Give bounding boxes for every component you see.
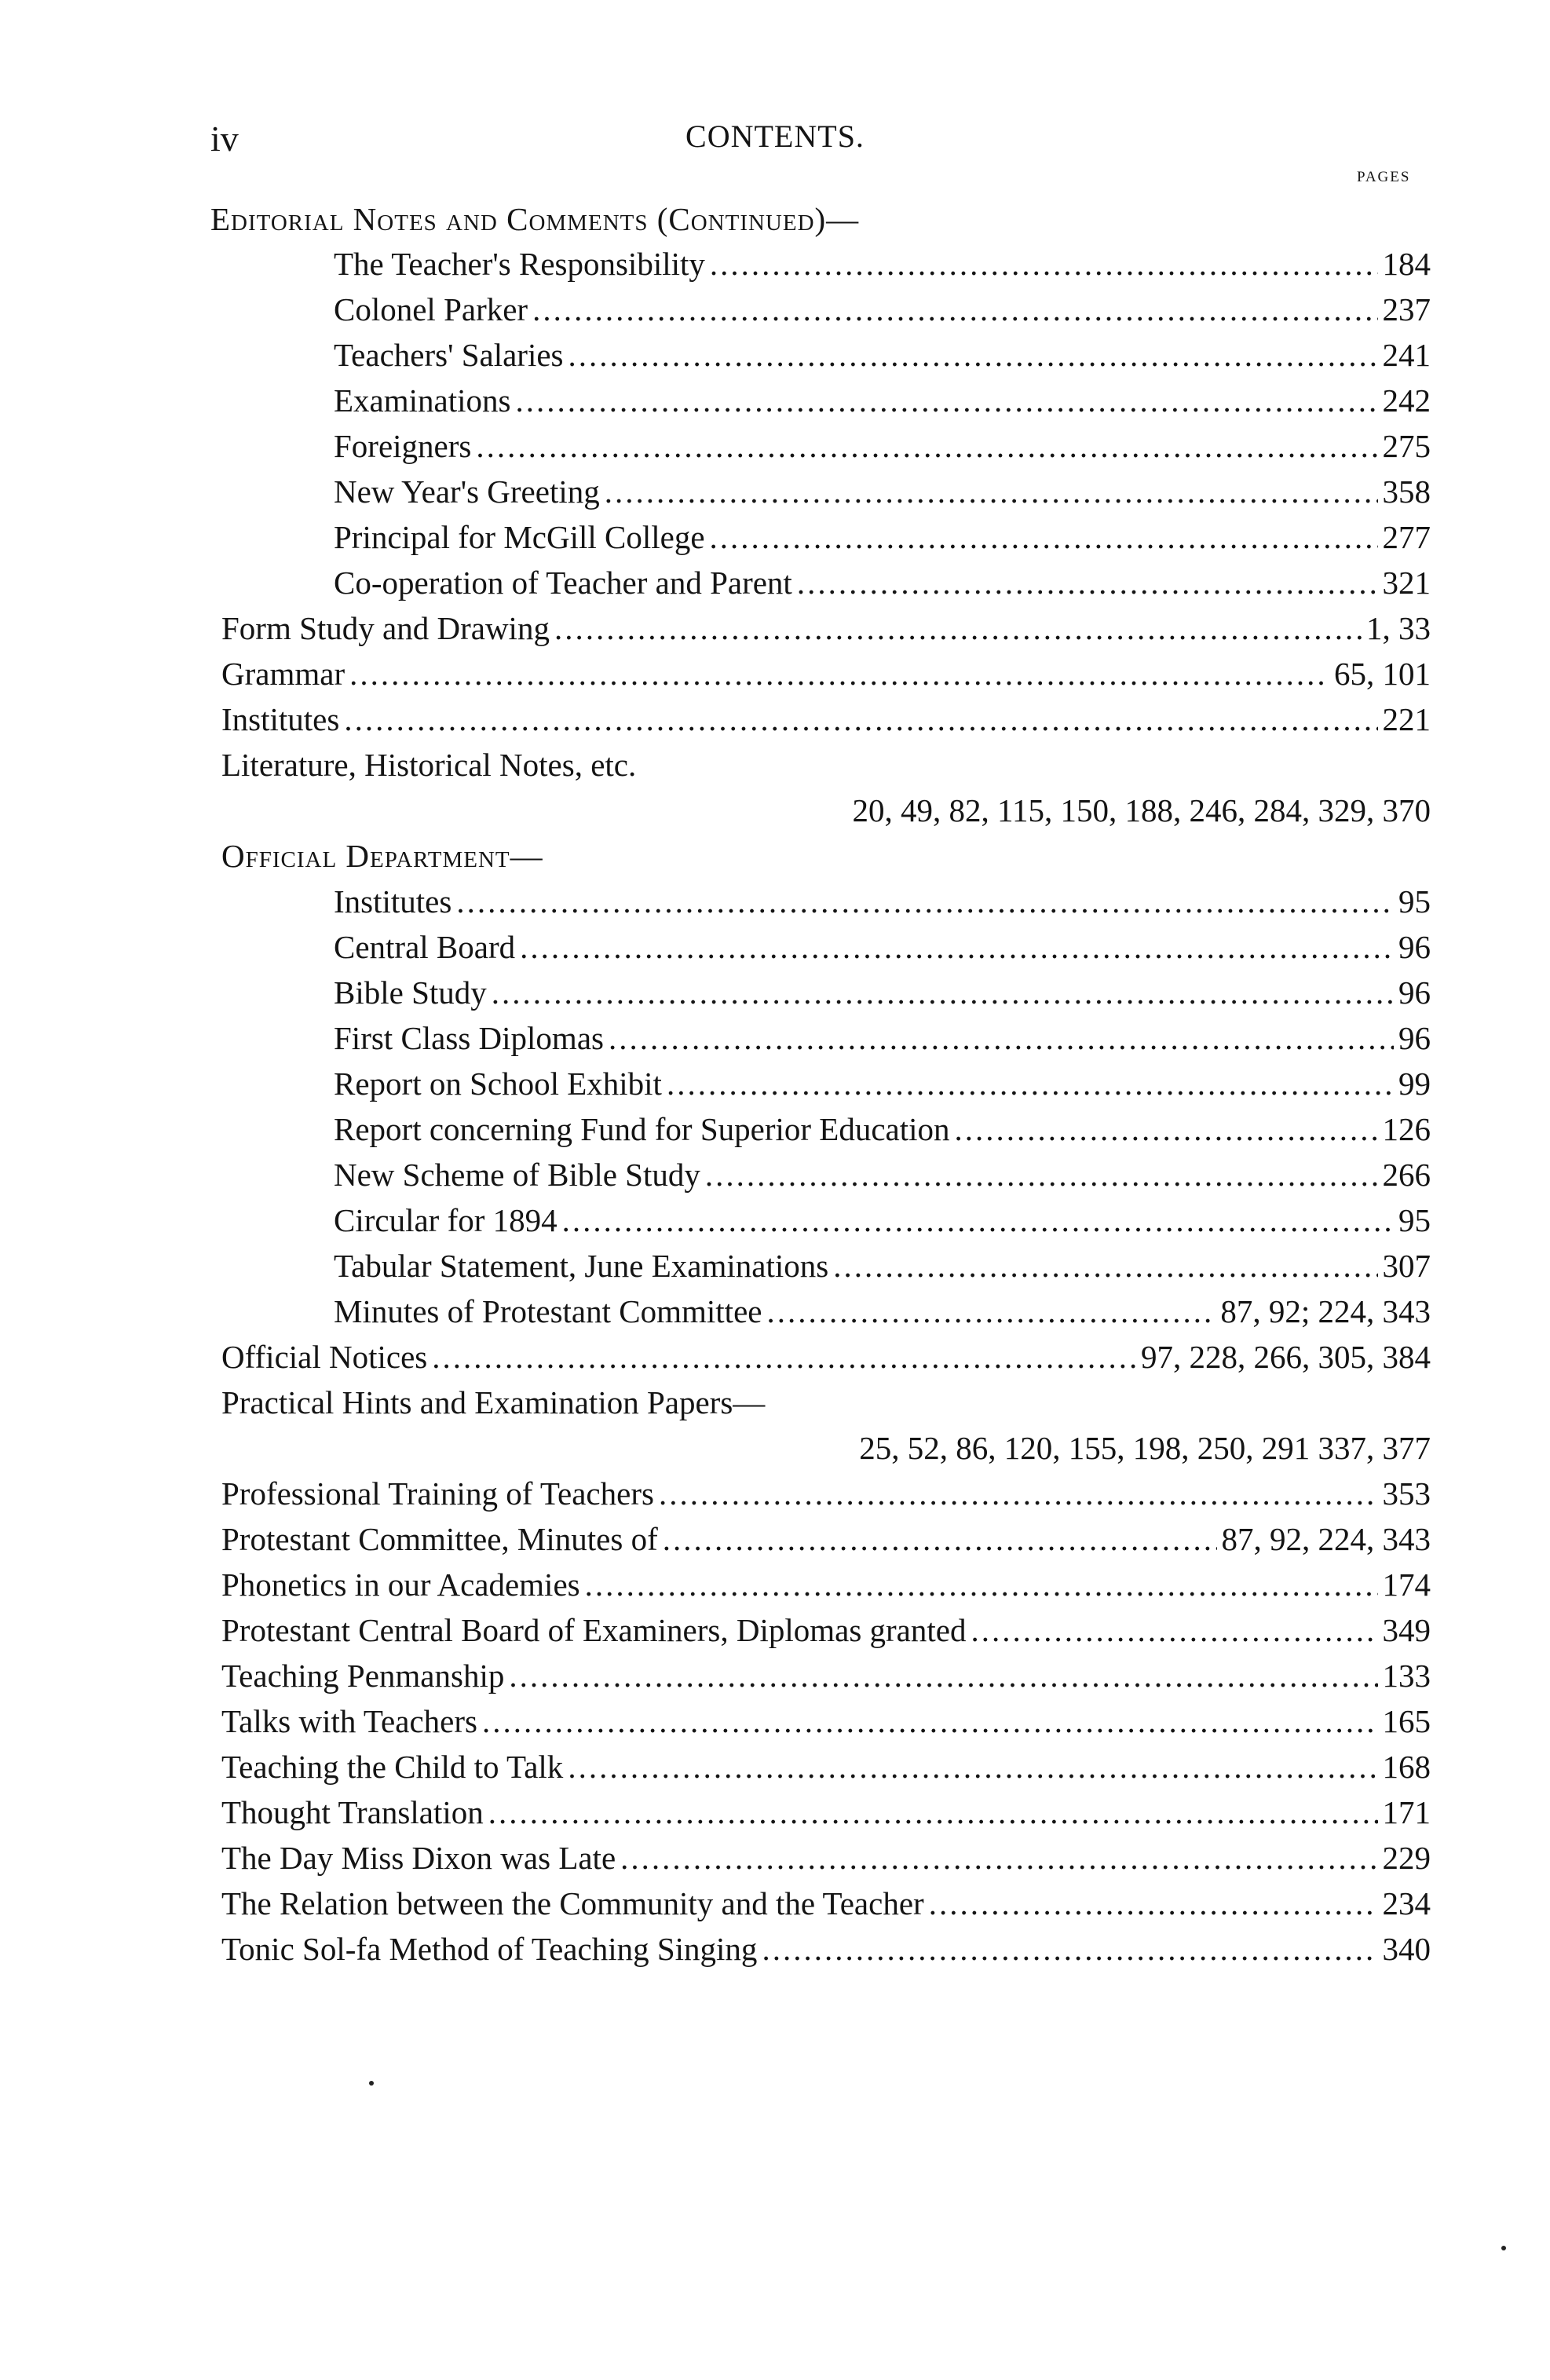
toc-entry [334,1247,1431,1291]
leader-dots [585,1566,1378,1603]
toc-entry-literature-title: Literature, Historical Notes, etc. [221,747,637,783]
leader-dots [482,1702,1378,1740]
leader-dots [554,609,1362,647]
toc-entry [334,291,1431,335]
entry-pages: 221 [1382,701,1431,737]
entry-pages: 275 [1382,428,1431,464]
entry-pages: 340 [1382,1931,1431,1967]
entry-title: New Scheme of Bible Study [334,1157,700,1193]
entry-title: Principal for McGill College [334,519,705,555]
toc-entry [221,1793,1431,1837]
leader-dots [562,1201,1394,1239]
entry-pages: 168 [1382,1749,1431,1785]
stray-ink-mark [369,2081,374,2086]
entry-pages: 171 [1382,1794,1431,1830]
entry-pages: 1, 33 [1366,610,1431,646]
leader-dots [971,1611,1377,1649]
entry-title: The Relation between the Community and the Teacher [221,1885,924,1921]
toc-entry [334,1110,1431,1154]
toc-entry [334,1019,1431,1063]
entry-title: Co-operation of Teacher and Parent [334,565,792,601]
toc-entry-official-notices [221,1338,1431,1382]
toc-entry [334,974,1431,1018]
leader-dots [349,655,1329,693]
entry-title: First Class Diplomas [334,1020,604,1056]
entry-title: The Day Miss Dixon was Late [221,1840,616,1876]
leader-dots [568,336,1378,374]
toc-entry [334,427,1431,471]
toc-entry [334,928,1431,972]
entry-pages: 242 [1382,382,1431,419]
entry-title: Protestant Committee, Minutes of [221,1521,658,1557]
entry-title: Thought Translation [221,1794,484,1830]
entry-pages: 165 [1382,1703,1431,1739]
entry-title: Official Notices [221,1339,428,1375]
section-heading-official: Official Department— [221,838,543,874]
entry-pages: 65, 101 [1334,656,1431,692]
toc-entry [334,518,1431,562]
entry-title: Report concerning Fund for Superior Education [334,1111,950,1147]
entry-pages: 96 [1398,929,1431,965]
page-folio: iv [210,119,239,159]
entry-title: Form Study and Drawing [221,610,550,646]
toc-entry [221,1611,1431,1655]
toc-entry [334,1156,1431,1200]
toc-entry [334,564,1431,608]
toc-entry [334,1201,1431,1245]
toc-entry [334,382,1431,426]
entry-pages: 95 [1398,1202,1431,1238]
entry-pages: 95 [1398,883,1431,919]
entry-title: New Year's Greeting [334,473,600,510]
entry-title: Institutes [221,701,340,737]
leader-dots [492,974,1394,1011]
toc-entry [221,1657,1431,1701]
toc-entry [334,245,1431,289]
entry-pages: 349 [1382,1612,1431,1648]
toc-entry [334,883,1431,927]
entry-title: Talks with Teachers [221,1703,477,1739]
entry-title: Teaching the Child to Talk [221,1749,564,1785]
toc-entry [334,1065,1431,1109]
entry-pages: 87, 92; 224, 343 [1220,1293,1431,1329]
leader-dots [929,1885,1378,1922]
toc-entry-practical-title: Practical Hints and Examination Papers— [221,1384,766,1420]
pages-column-label: PAGES [1357,169,1411,185]
entry-pages: 96 [1398,974,1431,1011]
toc-entry [334,473,1431,517]
toc-entry [334,336,1431,380]
entry-title: Tonic Sol-fa Method of Teaching Singing [221,1931,758,1967]
toc-entry [221,1748,1431,1792]
entry-pages: 126 [1382,1111,1431,1147]
leader-dots [509,1657,1377,1695]
leader-dots [456,883,1394,920]
entry-title: Phonetics in our Academies [221,1567,580,1603]
entry-title: Institutes [334,883,452,919]
toc-entry [221,1930,1431,1974]
entry-pages: 277 [1382,519,1431,555]
leader-dots [766,1292,1216,1330]
entry-title: Minutes of Protestant Committee [334,1293,762,1329]
entry-pages: 241 [1382,337,1431,373]
leader-dots [609,1019,1394,1057]
entry-pages: 184 [1382,246,1431,282]
entry-pages: 321 [1382,565,1431,601]
leader-dots [659,1475,1378,1512]
leader-dots [833,1247,1377,1285]
entry-pages: 353 [1382,1475,1431,1512]
toc-entry-grammar [221,655,1431,699]
leader-dots [797,564,1378,601]
entry-pages: 234 [1382,1885,1431,1921]
entry-pages: 97, 228, 266, 305, 384 [1141,1339,1431,1375]
leader-dots [476,427,1377,465]
entry-title: Central Board [334,929,516,965]
toc-entry [221,1520,1431,1564]
leader-dots [710,518,1378,556]
entry-title: Teachers' Salaries [334,337,564,373]
leader-dots [488,1793,1378,1831]
entry-title: The Teacher's Responsibility [334,246,705,282]
entry-pages: 99 [1398,1066,1431,1102]
entry-title: Foreigners [334,428,472,464]
toc-entry [221,1566,1431,1610]
leader-dots [344,700,1377,738]
entry-title: Teaching Penmanship [221,1658,505,1694]
entry-title: Bible Study [334,974,487,1011]
entry-title: Report on School Exhibit [334,1066,662,1102]
toc-entry [221,1839,1431,1883]
entry-pages: 229 [1382,1840,1431,1876]
entry-title: Colonel Parker [334,291,528,327]
entry-title: Tabular Statement, June Examinations [334,1248,829,1284]
leader-dots [515,382,1377,419]
leader-dots [663,1520,1217,1558]
entry-pages: 87, 92, 224, 343 [1221,1521,1431,1557]
toc-entry-form-study [221,609,1431,653]
leader-dots [705,1156,1378,1194]
toc-entry [221,1702,1431,1746]
toc-entry-literature-pages: 20, 49, 82, 115, 150, 188, 246, 284, 329, 370 [852,792,1431,828]
entry-pages: 237 [1382,291,1431,327]
toc-entry [221,1885,1431,1928]
entry-title: Professional Training of Teachers [221,1475,654,1512]
entry-pages: 307 [1382,1248,1431,1284]
leader-dots [762,1930,1377,1968]
toc-entry [221,1475,1431,1519]
toc-entry-practical-pages: 25, 52, 86, 120, 155, 198, 250, 291 337, 377 [859,1430,1431,1466]
leader-dots [520,928,1394,966]
entry-pages: 174 [1382,1567,1431,1603]
entry-title: Examinations [334,382,511,419]
leader-dots [605,473,1378,510]
entry-pages: 96 [1398,1020,1431,1056]
running-head: CONTENTS. [685,119,865,154]
entry-title: Circular for 1894 [334,1202,557,1238]
leader-dots [568,1748,1377,1786]
entry-pages: 266 [1382,1157,1431,1193]
leader-dots [432,1338,1136,1376]
entry-pages: 358 [1382,473,1431,510]
leader-dots [620,1839,1377,1877]
entry-pages: 133 [1382,1658,1431,1694]
leader-dots [532,291,1377,328]
stray-ink-mark [1501,2246,1506,2250]
leader-dots [710,245,1378,283]
leader-dots [955,1110,1378,1148]
toc-entry [334,1292,1431,1336]
toc-entry-institutes [221,700,1431,744]
entry-title: Protestant Central Board of Examiners, Diplomas granted [221,1612,967,1648]
entry-title: Grammar [221,656,345,692]
section-heading-editorial: Editorial Notes and Comments (Continued)— [210,201,860,237]
leader-dots [667,1065,1394,1102]
